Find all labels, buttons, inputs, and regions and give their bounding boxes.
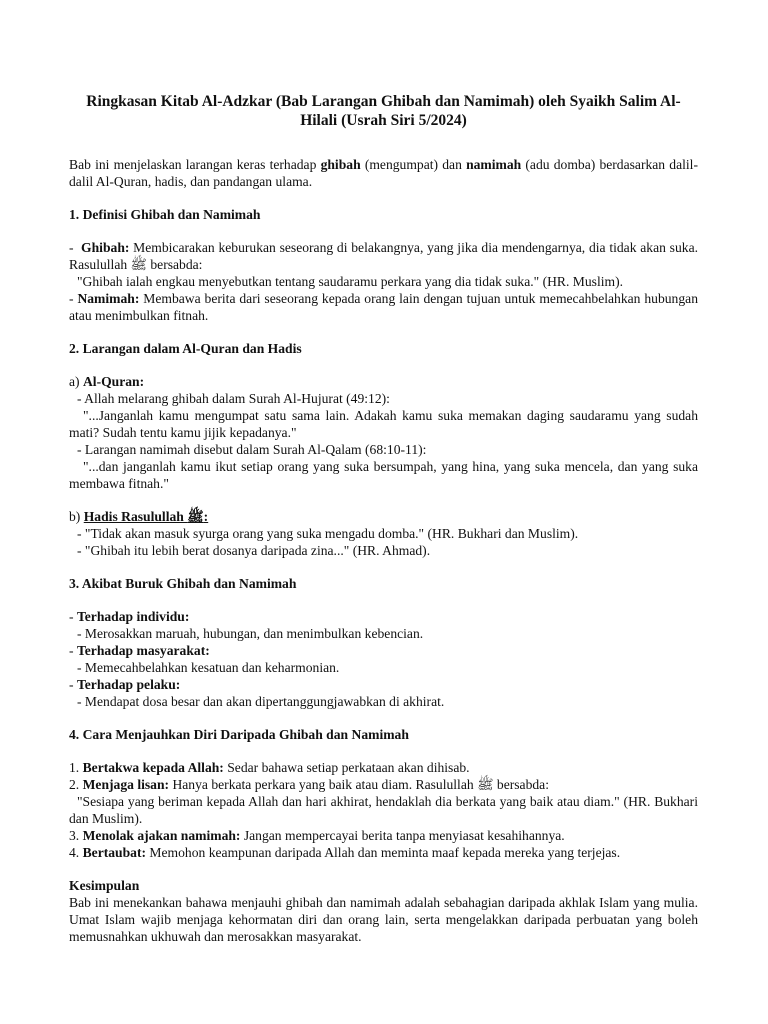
effect-doer-text: - Mendapat dosa besar dan akan dipertanggungjawabkan di akhirat.: [77, 694, 445, 709]
method-item-2: [69, 776, 698, 793]
method-item-3: [69, 827, 698, 844]
list-prefix: 4.: [69, 845, 83, 860]
effect-society-text: - Memecahbelahkan kesatuan dan keharmonian.: [77, 660, 340, 675]
effect-individual: [69, 608, 698, 625]
document-title: Ringkasan Kitab Al-Adzkar (Bab Larangan Ghibah dan Namimah) oleh Syaikh Salim Al-Hilali (Usrah Siri 5/2024): [86, 93, 681, 129]
method-text: Sedar bahawa setiap perkataan akan dihisab.: [223, 760, 470, 775]
list-prefix: 3.: [69, 828, 83, 843]
intro-namimah-term: namimah: [466, 157, 522, 172]
effect-society: [69, 642, 698, 659]
method-term: Bertaubat:: [82, 845, 147, 860]
section-2-heading: 2. Larangan dalam Al-Quran dan Hadis: [69, 341, 302, 356]
intro-ghibah-term: ghibah: [320, 157, 361, 172]
intro-paragraph: [69, 156, 698, 190]
section-4-heading: 4. Cara Menjauhkan Diri Daripada Ghibah dan Namimah: [69, 727, 409, 742]
bullet-prefix: -: [69, 291, 78, 306]
ghibah-definition: [69, 239, 698, 273]
quran-subheading: [69, 373, 698, 390]
namimah-text: Membawa berita dari seseorang kepada orang lain dengan tujuan untuk memecahbelahkan hubungan atau menimbulkan fitnah.: [69, 291, 698, 323]
ghibah-text: Membicarakan keburukan seseorang di belakangnya, yang jika dia mendengarnya, dia tidak akan suka. Rasulullah ﷺ bersabda:: [69, 240, 698, 272]
method-term: Menjaga lisan:: [82, 777, 170, 792]
intro-text: (adu domba) berdasarkan dalil-dalil Al-Quran, hadis, dan pandangan ulama.: [69, 157, 698, 189]
method-term: Bertakwa kepada Allah:: [82, 760, 224, 775]
quran-term: Al-Quran:: [82, 374, 145, 389]
effect-doer: [69, 676, 698, 693]
hadith-subheading: [69, 508, 698, 525]
bullet-prefix: -: [69, 677, 77, 692]
ghibah-hadith-quote: "Ghibah ialah engkau menyebutkan tentang saudaramu perkara yang dia tidak suka." (HR. Muslim).: [77, 274, 624, 289]
intro-text: (mengumpat) dan: [360, 157, 467, 172]
list-prefix: 2.: [69, 777, 83, 792]
method-text: Jangan mempercayai berita tanpa menyiasat kesahihannya.: [240, 828, 565, 843]
method-term: Menolak ajakan namimah:: [82, 828, 241, 843]
intro-text: Bab ini menjelaskan larangan keras terhadap: [69, 157, 321, 172]
bullet-prefix: -: [69, 609, 77, 624]
bullet-prefix: -: [69, 643, 77, 658]
conclusion-text: Bab ini menekankan bahawa menjauhi ghibah dan namimah adalah sebahagian daripada akhlak Islam yang mulia. Umat Islam wajib menjaga kehormatan diri dan orang lain, serta mengelakkan daripada perbuatan yang boleh memusnahkan ukhuwah dan merosakkan masyarakat.: [69, 895, 698, 944]
quran-line-2: - Larangan namimah disebut dalam Surah Al-Qalam (68:10-11):: [77, 442, 427, 457]
hadith-line-1: - "Tidak akan masuk syurga orang yang suka mengadu domba." (HR. Bukhari dan Muslim).: [77, 526, 579, 541]
effect-individual-text: - Merosakkan maruah, hubungan, dan menimbulkan kebencian.: [77, 626, 424, 641]
section-3-heading: 3. Akibat Buruk Ghibah dan Namimah: [69, 576, 297, 591]
method-item-2-quote: "Sesiapa yang beriman kepada Allah dan hari akhirat, hendaklah dia berkata yang baik atau diam." (HR. Bukhari dan Muslim).: [69, 794, 698, 826]
method-text: Hanya berkata perkara yang baik atau diam. Rasulullah ﷺ bersabda:: [169, 777, 549, 792]
quran-line-1: - Allah melarang ghibah dalam Surah Al-Hujurat (49:12):: [77, 391, 390, 406]
namimah-term: Namimah:: [77, 291, 140, 306]
conclusion-heading: [69, 877, 698, 894]
method-text: Memohon keampunan daripada Allah dan meminta maaf kepada mereka yang terjejas.: [146, 845, 621, 860]
ghibah-term: Ghibah:: [81, 240, 130, 255]
conclusion-heading-text: Kesimpulan: [69, 878, 140, 893]
effect-term: Terhadap individu:: [76, 609, 190, 624]
section-1-heading: 1. Definisi Ghibah dan Namimah: [69, 207, 261, 222]
effect-term: Terhadap pelaku:: [76, 677, 181, 692]
bullet-prefix: -: [69, 240, 82, 255]
hadith-term: Hadis Rasulullah ﷺ:: [83, 509, 209, 524]
hadith-line-2: - "Ghibah itu lebih berat dosanya daripada zina..." (HR. Ahmad).: [77, 543, 431, 558]
quran-quote-2: "...dan janganlah kamu ikut setiap orang yang suka bersumpah, yang hina, yang suka mencela, dan yang suka membawa fitnah.": [69, 459, 698, 491]
list-prefix: 1.: [69, 760, 83, 775]
method-item-1: [69, 759, 698, 776]
list-prefix: a): [69, 374, 83, 389]
quran-quote-1: "...Janganlah kamu mengumpat satu sama lain. Adakah kamu suka memakan daging saudaramu yang sudah mati? Sudah tentu kamu jijik kepadanya.": [69, 408, 698, 440]
list-prefix: b): [69, 509, 84, 524]
namimah-definition: [69, 290, 698, 324]
effect-term: Terhadap masyarakat:: [76, 643, 210, 658]
method-item-4: [69, 844, 698, 861]
